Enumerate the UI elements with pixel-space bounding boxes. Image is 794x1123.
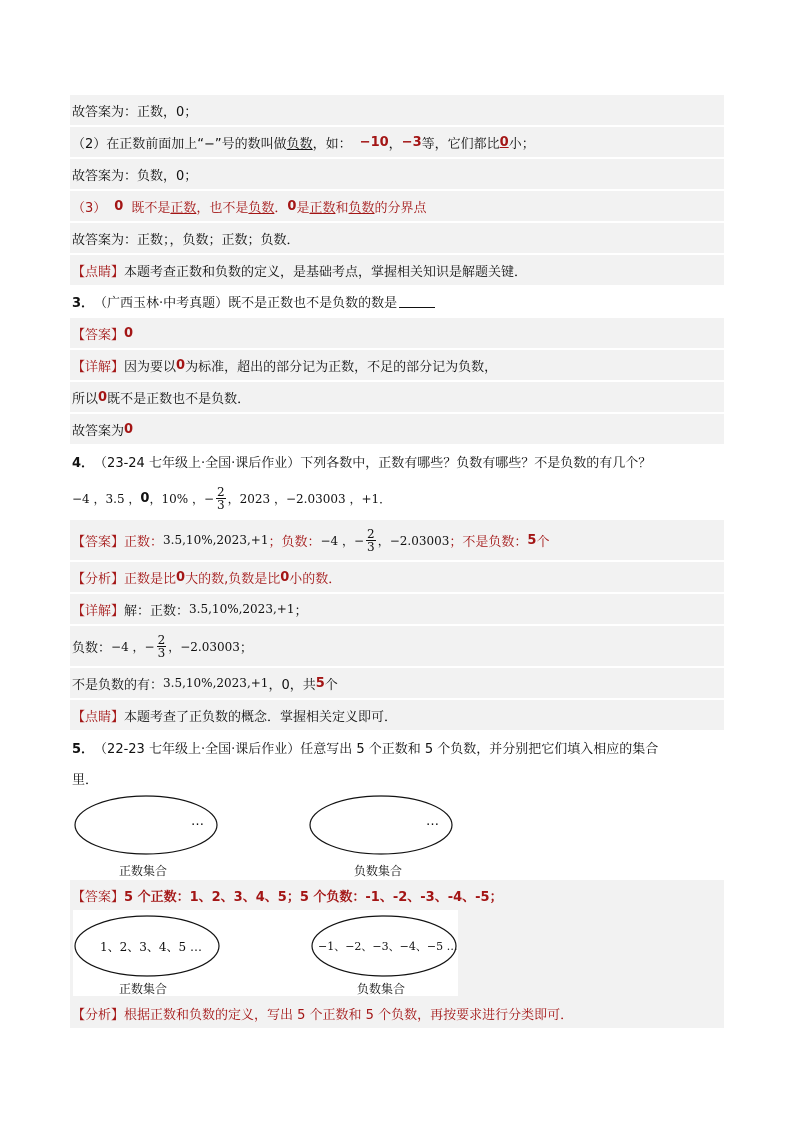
text: 为标准，超出的部分记为正数，不足的部分记为负数，	[185, 359, 498, 375]
fraction-denominator: 3	[157, 645, 166, 660]
number-value: −10	[359, 134, 389, 150]
count-value: 5	[527, 532, 537, 548]
text: ，	[388, 136, 402, 152]
number-value: −3	[401, 134, 422, 150]
text: 既不是	[131, 200, 171, 216]
number-value: 0	[124, 421, 134, 437]
question-text: 里．	[72, 772, 99, 788]
number-list: 3.5,10%,2023,+1	[163, 533, 269, 547]
text: 个	[536, 534, 550, 550]
analysis-tag: 【分析】	[72, 1007, 125, 1023]
number-list: −4 ，−	[111, 639, 155, 654]
text: ，如：	[312, 136, 352, 152]
fraction-denominator: 3	[217, 497, 225, 512]
number-value: 0	[140, 490, 150, 506]
underlined-term: 正数	[170, 200, 197, 216]
answer-blank	[399, 295, 435, 308]
detail-4-line-2	[70, 626, 724, 666]
text: 的分界点	[374, 200, 427, 216]
question-5	[70, 732, 724, 762]
text: ；不是负数：	[449, 534, 528, 550]
underlined-term: 正数	[309, 200, 336, 216]
text: ，0，共	[268, 677, 316, 693]
detail-3-line-2	[70, 382, 724, 412]
answer-line-1	[70, 95, 724, 125]
text: 解：正数：	[124, 603, 190, 619]
text: 不是负数的有：	[72, 677, 164, 693]
fraction	[366, 528, 376, 553]
text: ．	[274, 200, 288, 216]
number-list: −4 ，3.5 ，	[72, 491, 141, 506]
answer-tag: 【答案】	[72, 534, 125, 550]
text: 正数：	[124, 534, 164, 550]
text: 是	[296, 200, 310, 216]
comment-text: 本题考查正数和负数的定义，是基础考点，掌握相关知识是解题关键．	[124, 264, 528, 280]
comment-text: 本题考查了正负数的概念．掌握相关定义即可．	[124, 709, 398, 725]
detail-4-line-3	[70, 668, 724, 698]
text: ；	[239, 640, 253, 656]
answer-line-3	[70, 159, 724, 189]
underlined-term: 负数	[248, 200, 275, 216]
fraction-numerator: 2	[217, 484, 225, 499]
count-value: 5	[315, 675, 325, 691]
analysis-5	[70, 998, 724, 1028]
question-number: 5．	[72, 741, 95, 757]
number-list: 3.5,10%,2023,+1	[163, 676, 269, 690]
fraction-denominator: 3	[367, 539, 375, 554]
text: 所以	[72, 391, 99, 407]
text: 故答案为	[72, 423, 125, 439]
answer-tag: 【答案】	[72, 327, 125, 343]
answer-3	[70, 318, 724, 348]
positive-set-label: 正数集合	[119, 982, 168, 996]
text: 等，它们都比	[421, 136, 500, 152]
text: （2）在正数前面加上“−”号的数叫做	[72, 136, 287, 152]
answer-value: 0	[124, 325, 134, 341]
analysis-text: 根据正数和负数的定义，写出 5 个正数和 5 个负数，再按要求进行分类即可．	[124, 1007, 574, 1023]
question-4	[70, 446, 724, 476]
fraction-numerator: 2	[157, 632, 166, 647]
negative-set-ellipse	[308, 794, 454, 856]
question-number: 3．	[72, 295, 95, 311]
explanation-line-2	[70, 127, 724, 157]
comment-4	[70, 700, 724, 730]
underlined-term: 负数	[286, 136, 313, 152]
number-value: 0	[176, 569, 186, 585]
number-list: 3.5,10%,2023,+1	[189, 602, 295, 616]
detail-tag: 【详解】	[72, 603, 125, 619]
analysis-tag: 【分析】	[72, 571, 125, 587]
negative-set-ellipse	[310, 914, 458, 978]
question-text: （广西玉林·中考真题）既不是正数也不是负数的数是	[94, 295, 398, 311]
question-number: 4．	[72, 455, 95, 471]
number-value: 0	[499, 134, 509, 150]
question-5-line-2	[70, 764, 724, 792]
text: 小；	[508, 136, 535, 152]
text: ，也不是	[196, 200, 249, 216]
detail-4	[70, 594, 724, 624]
answer-5-figure	[73, 910, 458, 996]
text: （3）	[72, 200, 107, 216]
comment-tag: 【点睛】	[72, 264, 125, 280]
underlined-term: 负数	[348, 200, 375, 216]
fraction-numerator: 2	[367, 526, 375, 541]
number-list: ，−2.03003	[168, 639, 240, 654]
number-list: ，−2.03003	[377, 533, 450, 548]
text: 正数是比	[124, 571, 177, 587]
positive-set-members: 1、2、3、4、5 …	[100, 940, 202, 954]
negative-set-members: −1、−2、−3、−4、−5 …	[318, 940, 458, 953]
number-value: 0	[176, 357, 186, 373]
question-text: （22-23 七年级上·全国·课后作业）任意写出 5 个正数和 5 个负数，并分别把它们填入相应的集合	[94, 741, 659, 757]
text: 大的数,负数是比	[185, 571, 281, 587]
ellipsis-dots: …	[191, 814, 204, 829]
number-list: −4 ，−	[320, 533, 365, 548]
number-list: ，10% ，−	[149, 491, 214, 506]
answer-line-5	[70, 223, 724, 253]
fraction	[216, 486, 226, 511]
comment-line	[70, 255, 724, 285]
text: 因为要以	[124, 359, 177, 375]
text: 负数：	[72, 640, 112, 656]
detail-3-line-3	[70, 414, 724, 444]
positive-set-ellipse	[73, 794, 219, 856]
number-list: ，2023 ，−2.03003 ，+1．	[227, 491, 392, 506]
fraction	[157, 634, 167, 659]
number-value: 0	[114, 198, 124, 214]
number-value: 0	[98, 389, 108, 405]
question-text: （23-24 七年级上·全国·课后作业）下列各数中，正数有哪些？负数有哪些？不是负数的有几个？	[94, 455, 652, 471]
answer-tag: 【答案】	[72, 889, 125, 905]
detail-3	[70, 350, 724, 380]
text: 和	[335, 200, 349, 216]
answer-text: 故答案为：正数，0；	[72, 104, 198, 120]
answer-text: 5 个正数：1、2、3、4、5；5 个负数：-1、-2、-3、-4、-5；	[124, 889, 503, 905]
text: 个	[324, 677, 338, 693]
text: 小的数．	[289, 571, 342, 587]
detail-tag: 【详解】	[72, 359, 125, 375]
answer-4	[70, 520, 724, 560]
text: ；负数：	[268, 534, 321, 550]
answer-text: 故答案为：正数；，负数；正数；负数．	[72, 232, 300, 248]
number-value: 0	[280, 569, 290, 585]
positive-set-label: 正数集合	[119, 864, 168, 878]
answer-text: 故答案为：负数，0；	[72, 168, 198, 184]
number-value: 0	[287, 198, 297, 214]
analysis-4	[70, 562, 724, 592]
explanation-line-4	[70, 191, 724, 221]
question-3	[70, 286, 724, 316]
text: 既不是正数也不是负数．	[107, 391, 251, 407]
text: ；	[294, 603, 308, 619]
ellipsis-dots: …	[426, 814, 439, 829]
comment-tag: 【点睛】	[72, 709, 125, 725]
question-4-numbers	[70, 478, 724, 518]
positive-set-ellipse	[73, 914, 221, 978]
answer-5	[70, 880, 724, 910]
negative-set-label: 负数集合	[357, 982, 406, 996]
negative-set-label: 负数集合	[354, 864, 403, 878]
